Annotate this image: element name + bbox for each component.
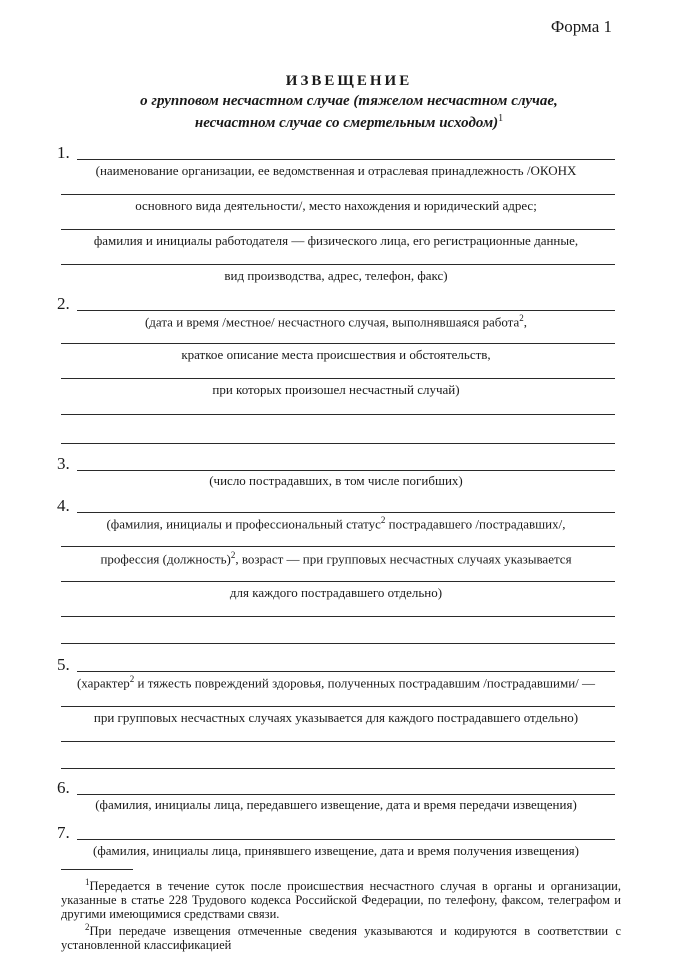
fill-line[interactable] xyxy=(61,768,615,769)
fill-line[interactable] xyxy=(77,470,615,471)
footnote-1: $^1$Передается в течение суток после происшествия несчастного случая в органы и организации, указанные в статье 228 Трудового кодекса Российской Федерации, по телефону, факсом, телеграфом и другими имеющимися средствами связи. xyxy=(61,877,621,922)
fill-line[interactable] xyxy=(77,512,615,513)
subtitle-line-2: несчастном случае со смертельным исходом) xyxy=(194,115,499,131)
fill-line[interactable] xyxy=(61,741,615,742)
footnote-mark: 1 xyxy=(498,113,504,124)
fill-line[interactable] xyxy=(61,546,615,547)
footnote-2: $^2$При передаче извещения отмеченные сведения указываются и кодируются в соответствии с установленной классификацией xyxy=(61,922,621,953)
section-number-7: 7. xyxy=(57,823,70,842)
fill-line[interactable] xyxy=(61,616,615,617)
fill-line[interactable] xyxy=(61,194,615,195)
form-label: Форма 1 xyxy=(550,17,612,36)
section-caption: вид производства, адрес, телефон, факс) xyxy=(224,268,448,283)
section-number-5: 5. xyxy=(57,655,70,674)
section-caption: при которых произошел несчастный случай) xyxy=(212,382,460,397)
fill-line[interactable] xyxy=(61,229,615,230)
fill-line[interactable] xyxy=(77,839,615,840)
fill-line[interactable] xyxy=(61,414,615,415)
fill-line[interactable] xyxy=(61,643,615,644)
section-number-1: 1. xyxy=(57,143,70,162)
fill-line[interactable] xyxy=(77,671,615,672)
section-number-4: 4. xyxy=(57,496,70,515)
fill-line[interactable] xyxy=(61,581,615,582)
fill-line[interactable] xyxy=(77,310,615,311)
footnote-mark: 2 xyxy=(129,674,135,684)
footnote-mark: 2 xyxy=(380,515,386,525)
section-caption: основного вида деятельности/, место нахождения и юридический адрес; xyxy=(135,198,537,213)
document-subtitle xyxy=(0,92,698,132)
section-caption: (наименование организации, ее ведомственная и отраслевая принадлежность /ОКОНХ xyxy=(95,163,577,178)
section-caption: фамилия и инициалы работодателя — физического лица, его регистрационные данные, xyxy=(93,233,579,248)
section-caption: (характер$^2$ и тяжесть повреждений здоровья, полученных пострадавшим /пострадавшими/ — xyxy=(76,674,596,691)
fill-line[interactable] xyxy=(61,343,615,344)
section-caption: (фамилия, инициалы и профессиональный статус$^2$ пострадавшего /пострадавших/, xyxy=(106,515,566,532)
section-caption: при групповых несчастных случаях указывается для каждого пострадавшего отдельно) xyxy=(93,710,579,725)
section-number-3: 3. xyxy=(57,454,70,473)
fill-line[interactable] xyxy=(61,264,615,265)
document-title: ИЗВЕЩЕНИЕ xyxy=(285,73,413,89)
footnote-divider xyxy=(61,869,133,870)
footnote-mark: 2 xyxy=(230,550,236,560)
fill-line[interactable] xyxy=(61,378,615,379)
fill-line[interactable] xyxy=(77,159,615,160)
section-caption: (фамилия, инициалы лица, принявшего извещение, дата и время получения извещения) xyxy=(93,843,579,858)
fill-line[interactable] xyxy=(61,443,615,444)
footnote-mark: 2 xyxy=(519,313,524,323)
section-number-2: 2. xyxy=(57,294,70,313)
section-caption: краткое описание места происшествия и обстоятельств, xyxy=(181,347,491,362)
fill-line[interactable] xyxy=(77,794,615,795)
subtitle-line-1: о групповом несчастном случае (тяжелом несчастном случае, xyxy=(140,93,558,109)
section-caption: (дата и время /местное/ несчастного случая, выполнявшаяся работа$^2$, xyxy=(144,313,528,330)
section-caption: (фамилия, инициалы лица, передавшего извещение, дата и время передачи извещения) xyxy=(95,797,577,812)
section-caption: (число пострадавших, в том числе погибших) xyxy=(209,473,463,488)
section-caption: профессия (должность)$^2$, возраст — при групповых несчастных случаях указывается xyxy=(100,550,572,567)
section-caption: для каждого пострадавшего отдельно) xyxy=(229,585,443,600)
section-number-6: 6. xyxy=(57,778,70,797)
fill-line[interactable] xyxy=(61,706,615,707)
